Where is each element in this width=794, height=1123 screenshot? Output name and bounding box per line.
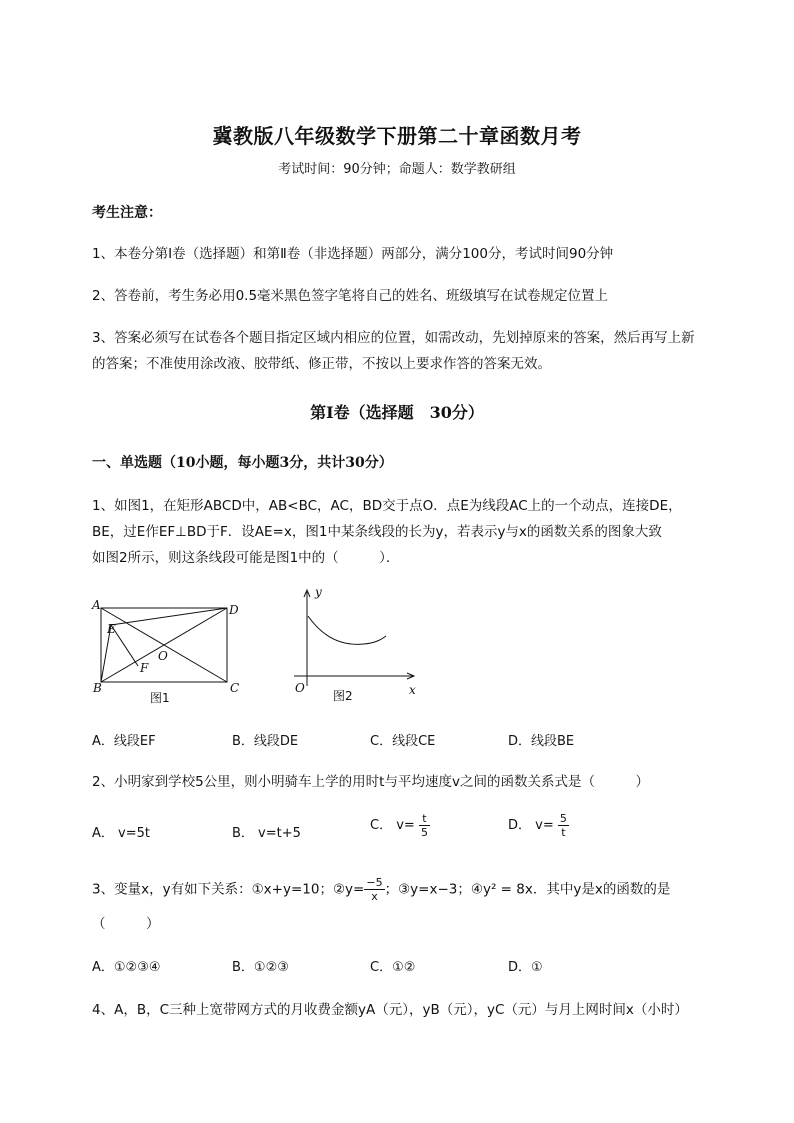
q1-figure-2 <box>286 584 426 708</box>
page-title: 冀教版八年级数学下册第二十章函数月考 <box>212 124 582 148</box>
q3-option-d[interactable]: D．① <box>508 960 543 975</box>
figure-1-caption: 图1 <box>150 691 170 705</box>
page-subtitle: 考试时间：90分钟；命题人：数学教研组 <box>278 162 516 177</box>
q2-option-d-label: D． <box>508 818 532 833</box>
q2-option-d[interactable] <box>508 812 569 839</box>
q2-option-c-fraction <box>419 812 430 839</box>
q2-stem: 2、小明家到学校5公里，则小明骑车上学的用时t与平均速度v之间的函数关系式是（ ） <box>92 774 649 790</box>
label-c: C <box>230 681 240 695</box>
figure-2-caption: 图2 <box>333 689 353 703</box>
label-b: B <box>93 681 102 695</box>
q3-stem-b: ；③y=x−3；④y² = 8x．其中y是x的函数的是 <box>384 881 671 898</box>
q1-option-b[interactable]: B．线段DE <box>232 734 299 749</box>
q3-stem-a: 3、变量x，y有如下关系：①x+y=10；②y= <box>92 881 365 898</box>
label-x-axis: x <box>409 683 416 697</box>
notice-item-3: 3、答案必须写在试卷各个题目指定区域内相应的位置，如需改动，先划掉原来的答案，然后再写上新 <box>92 330 695 346</box>
notice-item-3-cont: 的答案；不准使用涂改液、胶带纸、修正带，不按以上要求作答的答案无效。 <box>92 356 551 372</box>
q2-option-d-lhs: v= <box>535 818 554 833</box>
notice-item-1: 1、本卷分第I卷（选择题）和第Ⅱ卷（非选择题）两部分，满分100分，考试时间90分钟 <box>92 246 614 262</box>
q2-option-c-numerator: t <box>419 812 430 826</box>
label-f: F <box>140 661 149 675</box>
q3-option-a[interactable]: A．①②③④ <box>92 960 161 975</box>
q3-option-b[interactable]: B．①②③ <box>232 960 289 975</box>
q2-option-d-denominator: t <box>561 826 566 839</box>
part-heading: 一、单选题（10小题，每小题3分，共计30分） <box>92 455 393 471</box>
q1-line1: 1、如图1，在矩形ABCD中，AB<BC，AC，BD交于点O．点E为线段AC上的一个动点，连接DE， <box>92 498 682 514</box>
q2-option-c-label: C． <box>370 818 393 833</box>
q4-stem: 4、A，B，C三种上宽带网方式的月收费金额yA（元），yB（元），yC（元）与月上网时间x（小时） <box>92 1002 688 1018</box>
q1-option-d[interactable]: D．线段BE <box>508 734 575 749</box>
label-o: O <box>158 649 168 663</box>
notice-item-2: 2、答卷前，考生务必用0.5毫米黑色签字笔将自己的姓名、班级填写在试卷规定位置上 <box>92 288 609 304</box>
q2-option-c[interactable] <box>370 812 430 839</box>
q1-option-a[interactable]: A．线段EF <box>92 734 156 749</box>
q2-option-d-fraction <box>558 812 569 839</box>
q2-option-c-lhs: v= <box>396 818 415 833</box>
label-a: A <box>92 598 101 612</box>
q1-line2: BE，过E作EF⊥BD于F．设AE=x，图1中某条线段的长为y，若表示y与x的函数关系的图象大致 <box>92 524 662 540</box>
q1-figure-1 <box>88 596 248 708</box>
q3-stem-line1 <box>92 876 670 903</box>
label-e: E <box>107 622 116 636</box>
section-title: 第I卷（选择题 30分） <box>310 403 484 422</box>
q1-option-c[interactable]: C．线段CE <box>370 734 436 749</box>
q3-option-c[interactable]: C．①② <box>370 960 416 975</box>
q1-line3: 如图2所示，则这条线段可能是图1中的（ ）． <box>92 550 400 566</box>
q2-option-d-numerator: 5 <box>559 812 567 825</box>
function-curve <box>308 616 386 644</box>
q2-option-c-denominator: 5 <box>420 826 428 839</box>
label-d: D <box>229 603 239 617</box>
segment-de <box>111 608 227 625</box>
label-y-axis: y <box>315 585 322 599</box>
label-origin: O <box>295 681 305 695</box>
q2-option-a[interactable]: A． v=5t <box>92 826 150 841</box>
q3-fraction <box>364 876 384 903</box>
q3-stem-line2: （ ） <box>92 916 160 932</box>
notice-heading: 考生注意： <box>92 205 162 221</box>
q3-fraction-denominator: x <box>371 890 378 903</box>
q3-fraction-numerator: −5 <box>366 876 383 889</box>
q2-option-b[interactable]: B． v=t+5 <box>232 826 301 841</box>
